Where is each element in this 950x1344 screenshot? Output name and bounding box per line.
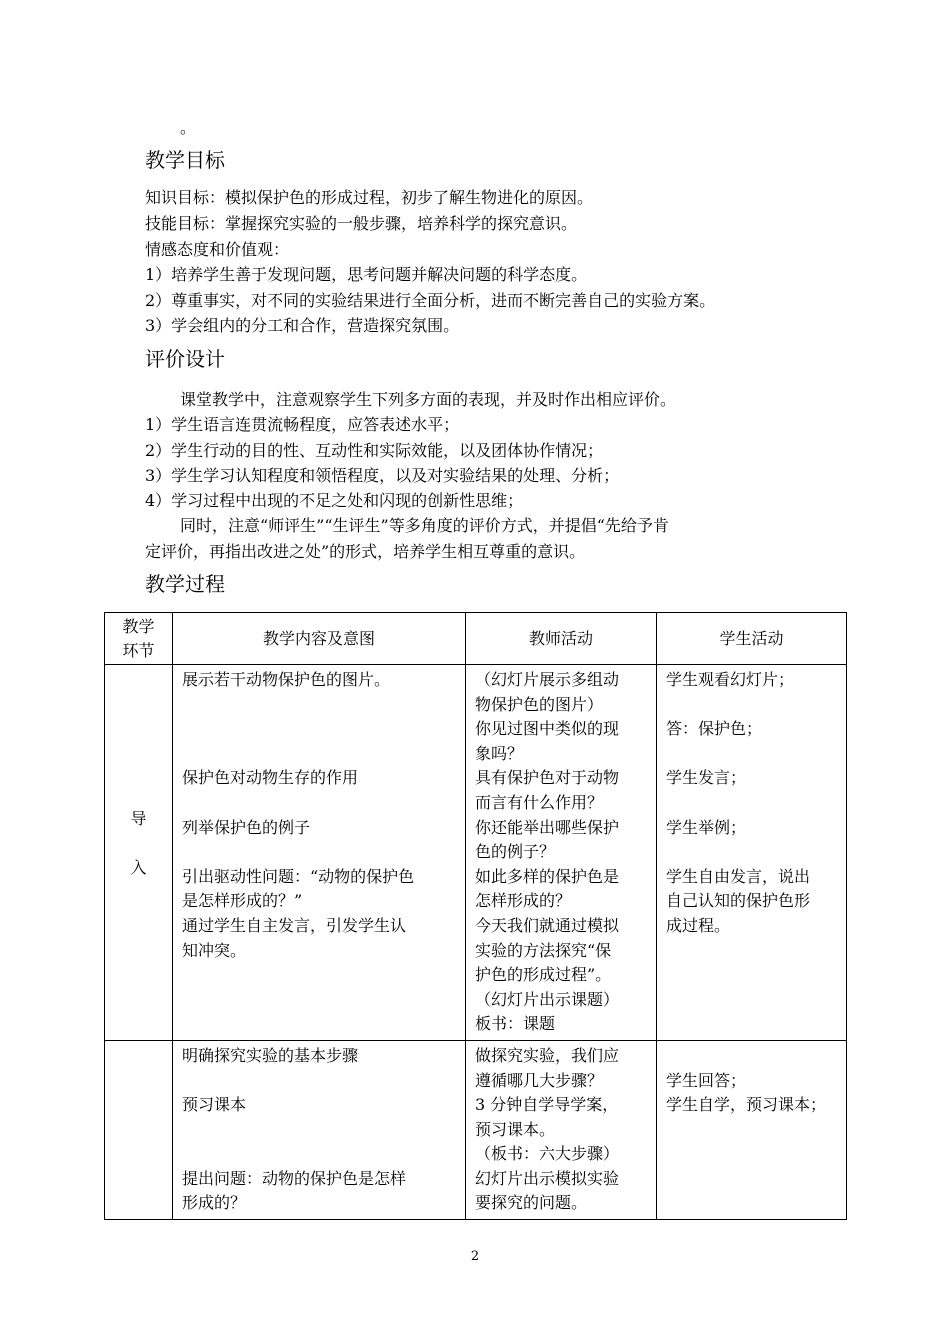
table-row xyxy=(105,665,847,1041)
heading-evaluation: 评价设计 xyxy=(145,347,225,371)
cell-line: 物保护色的图片） xyxy=(475,694,604,714)
eval-item: 1）学生语言连贯流畅程度，应答表述水平； xyxy=(145,415,460,434)
cell-line: 而言有什么作用？ xyxy=(475,792,604,812)
cell-line: 你还能举出哪些保护 xyxy=(475,817,620,837)
goal-line: 知识目标：模拟保护色的形成过程，初步了解生物进化的原因。 xyxy=(145,188,594,207)
header-stage-line: 环节 xyxy=(122,640,155,660)
stage-cell xyxy=(105,665,173,1041)
cell-line: 学生回答； xyxy=(666,1070,747,1090)
cell-line xyxy=(666,742,842,767)
page-number: 2 xyxy=(470,1249,480,1264)
process-table xyxy=(104,612,847,1220)
top-fragment: 。 xyxy=(180,118,197,137)
cell-line xyxy=(666,840,842,865)
student-cell xyxy=(657,1040,847,1219)
cell-line: 护色的形成过程”。 xyxy=(475,965,612,985)
cell-line: 学生举例； xyxy=(666,817,747,837)
cell-line: 预习课本 xyxy=(182,1095,247,1115)
stage-char: 入 xyxy=(130,858,147,878)
cell-line: 展示若干动物保护色的图片。 xyxy=(182,670,391,689)
cell-line: 答：保护色； xyxy=(666,719,763,739)
eval-item: 3）学生学习认知程度和领悟程度，以及对实验结果的处理、分析； xyxy=(145,466,620,485)
content-cell xyxy=(173,665,466,1041)
cell-line: 保护色对动物生存的作用 xyxy=(182,768,359,788)
teacher-lines xyxy=(466,665,656,1040)
cell-line: 成过程。 xyxy=(666,915,731,935)
cell-line xyxy=(182,1118,461,1143)
cell-line: 预习课本。 xyxy=(475,1119,556,1139)
header-teacher: 教师活动 xyxy=(466,613,657,665)
cell-line: 自己认知的保护色形 xyxy=(666,891,811,911)
cell-line: 通过学生自主发言，引发学生认 xyxy=(182,915,407,935)
cell-line xyxy=(182,742,461,767)
cell-line xyxy=(666,791,842,816)
cell-line xyxy=(666,1044,842,1069)
stage-cell xyxy=(105,1040,173,1219)
goal-line: 2）尊重事实，对不同的实验结果进行全面分析，进而不断完善自己的实验方案。 xyxy=(145,291,716,310)
cell-line xyxy=(182,840,461,865)
cell-line: 提出问题：动物的保护色是怎样 xyxy=(182,1168,407,1188)
teacher-lines xyxy=(466,1041,656,1219)
goal-line: 1）培养学生善于发现问题，思考问题并解决问题的科学态度。 xyxy=(145,265,588,284)
goal-line: 情感态度和价值观： xyxy=(145,240,290,259)
cell-line: （板书：六大步骤） xyxy=(475,1144,620,1164)
cell-line: 是怎样形成的？” xyxy=(182,891,303,911)
cell-line: 实验的方法探究“保 xyxy=(475,940,612,960)
cell-line: 做探究实验，我们应 xyxy=(475,1045,620,1065)
cell-line xyxy=(182,717,461,742)
header-stage xyxy=(105,613,173,665)
cell-line: 要探究的问题。 xyxy=(475,1193,588,1213)
cell-line: 引出驱动性问题：“动物的保护色 xyxy=(182,866,415,886)
cell-line: 你见过图中类似的现 xyxy=(475,719,620,739)
cell-line: 列举保护色的例子 xyxy=(182,817,311,837)
teacher-cell xyxy=(466,1040,657,1219)
table-row xyxy=(105,1040,847,1219)
eval-closing: 同时，注意“师评生”“生评生”等多角度的评价方式，并提倡“先给予肯 xyxy=(180,516,669,535)
eval-intro: 课堂教学中，注意观察学生下列多方面的表现，并及时作出相应评价。 xyxy=(180,390,677,409)
student-lines xyxy=(657,1041,846,1121)
cell-line: 形成的？ xyxy=(182,1193,247,1213)
cell-line: 怎样形成的？ xyxy=(475,891,572,911)
cell-line: 学生自学，预习课本； xyxy=(666,1095,827,1115)
cell-line: 遵循哪几大步骤？ xyxy=(475,1070,604,1090)
table-header-row xyxy=(105,613,847,665)
content-cell xyxy=(173,1040,466,1219)
cell-line: 今天我们就通过模拟 xyxy=(475,915,620,935)
cell-line: 知冲突。 xyxy=(182,940,247,960)
cell-line: （幻灯片出示课题） xyxy=(475,989,620,1009)
cell-line xyxy=(182,693,461,718)
goal-line: 3）学会组内的分工和合作，营造探究氛围。 xyxy=(145,316,460,335)
goal-line: 技能目标：掌握探究实验的一般步骤，培养科学的探究意识。 xyxy=(145,214,578,233)
cell-line: 色的例子？ xyxy=(475,842,556,862)
student-cell xyxy=(657,665,847,1041)
content-lines xyxy=(173,1041,465,1219)
heading-goals: 教学目标 xyxy=(145,148,225,172)
stage-char: 导 xyxy=(130,809,147,828)
cell-line: 如此多样的保护色是 xyxy=(475,866,620,886)
cell-line: 学生观看幻灯片； xyxy=(666,670,795,689)
eval-item: 2）学生行动的目的性、互动性和实际效能，以及团体协作情况； xyxy=(145,441,604,460)
header-student: 学生活动 xyxy=(657,613,847,665)
cell-line: 象吗？ xyxy=(475,743,524,763)
student-lines xyxy=(657,665,846,942)
heading-process: 教学过程 xyxy=(145,572,225,596)
cell-line: 3 分钟自学导学案， xyxy=(475,1095,619,1115)
cell-line: 学生自由发言，说出 xyxy=(666,866,811,886)
content-lines xyxy=(173,665,465,966)
cell-line: （幻灯片展示多组动 xyxy=(475,670,620,689)
eval-closing-cont: 定评价，再指出改进之处”的形式，培养学生相互尊重的意识。 xyxy=(145,542,586,561)
cell-line xyxy=(182,1069,461,1094)
header-content: 教学内容及意图 xyxy=(173,613,466,665)
teacher-cell xyxy=(466,665,657,1041)
header-stage-line: 教学 xyxy=(122,616,155,636)
cell-line: 学生发言； xyxy=(666,768,747,788)
eval-item: 4）学习过程中出现的不足之处和闪现的创新性思维； xyxy=(145,491,524,510)
cell-line: 明确探究实验的基本步骤 xyxy=(182,1045,359,1065)
cell-line xyxy=(666,693,842,718)
cell-line: 具有保护色对于动物 xyxy=(475,768,620,788)
cell-line: 板书：课题 xyxy=(475,1014,556,1034)
cell-line xyxy=(182,791,461,816)
cell-line xyxy=(182,1142,461,1167)
cell-line: 幻灯片出示模拟实验 xyxy=(475,1168,620,1188)
